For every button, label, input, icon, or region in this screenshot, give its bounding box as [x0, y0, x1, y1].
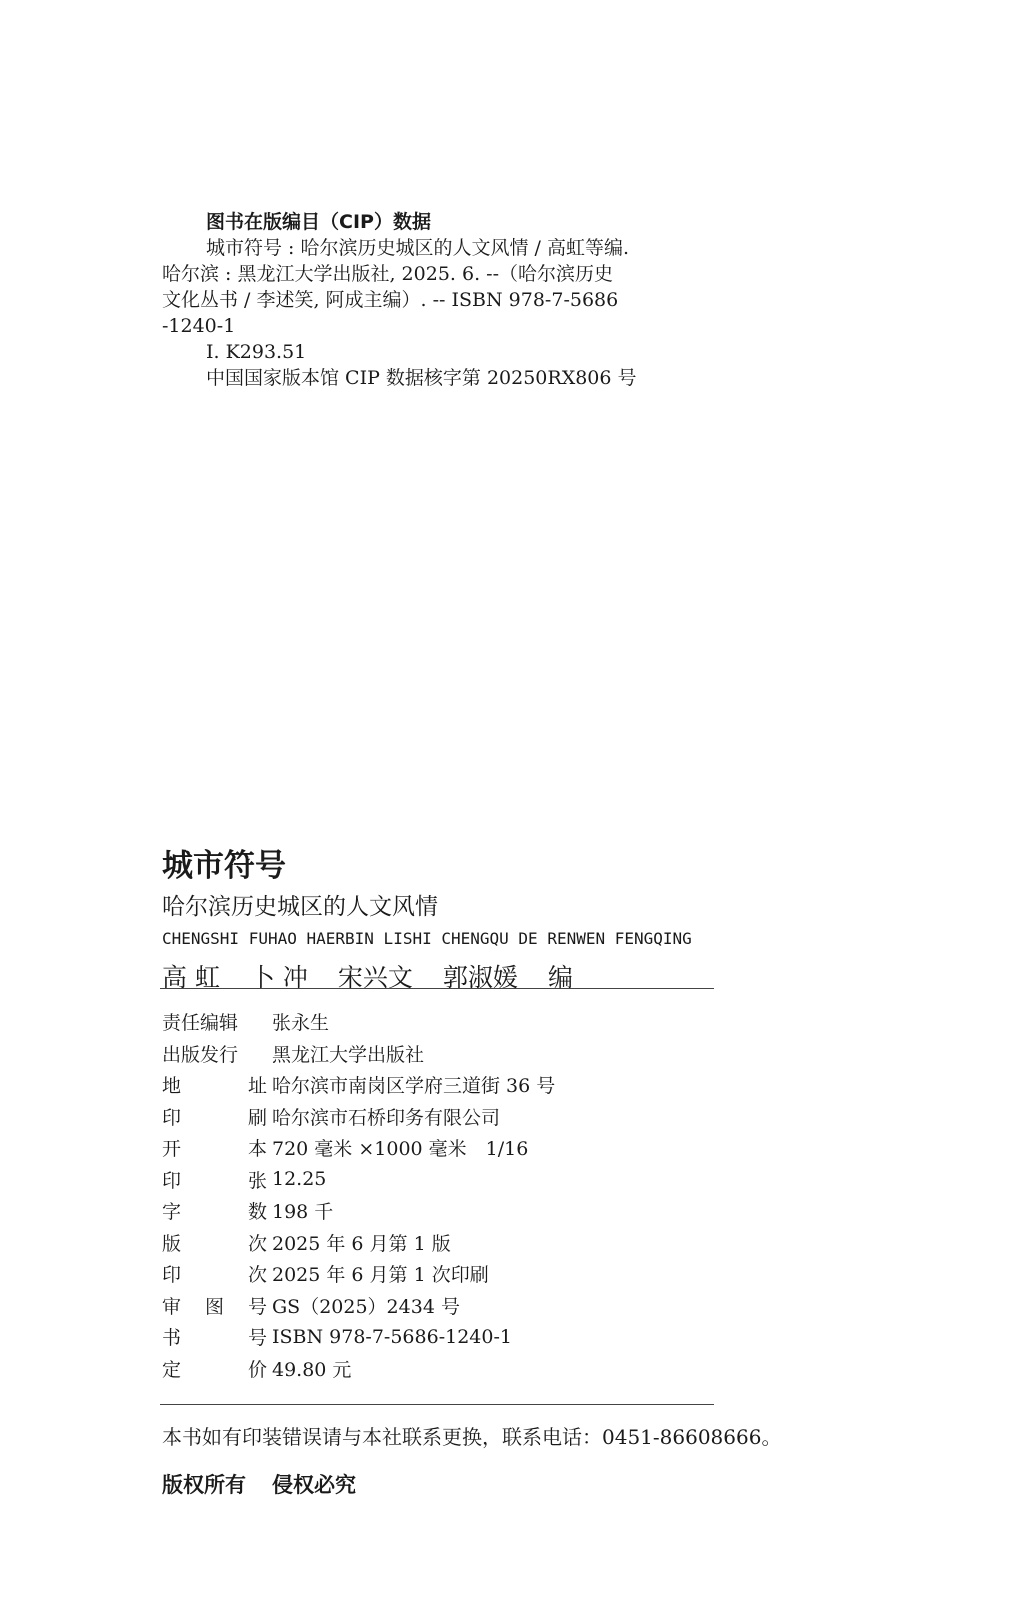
book-title: 城市符号 [162, 848, 286, 884]
info-label-part: 定 [162, 1358, 182, 1381]
info-label-part: 印 [162, 1264, 182, 1287]
info-label [162, 1229, 267, 1256]
info-label [162, 1103, 267, 1130]
info-row [162, 1006, 762, 1038]
info-label-part: 本 [247, 1138, 267, 1161]
info-value: 哈尔滨市石桥印务有限公司 [272, 1106, 501, 1129]
info-label-part: 印 [162, 1169, 182, 1192]
info-value: 黑龙江大学出版社 [272, 1043, 425, 1066]
info-value: 12.25 [272, 1168, 327, 1191]
info-label [162, 1071, 267, 1098]
info-row [162, 1258, 762, 1290]
info-row [162, 1038, 762, 1070]
info-value: 2025 年 6 月第 1 次印刷 [272, 1264, 489, 1287]
cip-classification: Ⅰ. K293.51 [206, 341, 307, 363]
info-label-part: 价 [247, 1358, 267, 1381]
book-title-block [162, 848, 862, 994]
info-label-part: 次 [247, 1232, 267, 1255]
info-label-part: 字 [162, 1201, 182, 1224]
info-label [162, 1040, 267, 1067]
info-label-part: 责任编辑 [162, 1012, 239, 1035]
info-label-part: 数 [247, 1201, 267, 1224]
info-label-part: 图 [204, 1295, 224, 1318]
authors-role: 编 [547, 963, 573, 992]
info-value: GS（2025）2434 号 [272, 1295, 460, 1318]
info-label-part: 印 [162, 1106, 182, 1129]
info-value: 哈尔滨市南岗区学府三道街 36 号 [272, 1075, 556, 1098]
info-value: 198 千 [272, 1201, 334, 1224]
info-label [162, 1197, 267, 1224]
cip-line-3: 文化丛书 / 李述笑, 阿成主编）. -- ISBN 978-7-5686 [162, 289, 619, 311]
cip-heading: 图书在版编目（CIP）数据 [206, 211, 431, 233]
info-value: 720 毫米 ×1000 毫米 1/16 [272, 1138, 529, 1161]
publication-info-table [162, 1006, 762, 1384]
info-value: 张永生 [272, 1012, 330, 1035]
info-label-part: 地 [162, 1075, 182, 1098]
info-label-part: 号 [247, 1295, 267, 1318]
info-label-part: 刷 [247, 1106, 267, 1129]
cip-block [162, 190, 762, 391]
info-value: 49.80 元 [272, 1358, 352, 1381]
divider-top [160, 988, 714, 989]
info-label-part: 号 [247, 1327, 267, 1350]
cip-record-number: 中国国家版本馆 CIP 数据核字第 20250RX806 号 [206, 367, 637, 389]
copyright-statement [162, 1470, 356, 1500]
book-pinyin-title: CHENGSHI FUHAO HAERBIN LISHI CHENGQU DE RENWEN FENGQING [162, 929, 692, 948]
book-authors [162, 962, 862, 994]
info-row [162, 1132, 762, 1164]
info-row [162, 1101, 762, 1133]
info-label-part: 出版发行 [162, 1043, 239, 1066]
info-row [162, 1069, 762, 1101]
piracy-warning: 侵权必究 [272, 1473, 356, 1497]
info-label-part: 开 [162, 1138, 182, 1161]
info-row [162, 1290, 762, 1322]
info-row [162, 1227, 762, 1259]
info-label [162, 1260, 267, 1287]
copyright-reserved: 版权所有 [162, 1473, 246, 1497]
info-label [162, 1134, 267, 1161]
info-value: ISBN 978-7-5686-1240-1 [272, 1325, 512, 1348]
author-3: 宋兴文 [337, 963, 413, 992]
divider-bottom [160, 1404, 714, 1405]
cip-line-4: -1240-1 [162, 315, 236, 337]
info-row [162, 1164, 762, 1196]
cip-line-2: 哈尔滨 : 黑龙江大学出版社, 2025. 6. --（哈尔滨历史 [162, 263, 614, 285]
info-row [162, 1195, 762, 1227]
info-label [162, 1323, 267, 1350]
author-1: 高 虹 [162, 963, 220, 992]
info-label [162, 1355, 267, 1382]
cip-line-1: 城市符号 : 哈尔滨历史城区的人文风情 / 高虹等编. [206, 237, 630, 259]
author-2: 卜 冲 [249, 963, 308, 992]
info-row [162, 1353, 762, 1385]
info-value: 2025 年 6 月第 1 版 [272, 1232, 451, 1255]
info-label [162, 1008, 267, 1035]
info-label-part: 址 [247, 1075, 267, 1098]
info-label [162, 1166, 267, 1193]
info-label-part: 张 [247, 1169, 267, 1192]
replacement-notice: 本书如有印装错误请与本社联系更换，联系电话：0451-86608666。 [162, 1425, 782, 1449]
info-label-part: 次 [247, 1264, 267, 1287]
book-subtitle: 哈尔滨历史城区的人文风情 [162, 894, 438, 920]
info-label [162, 1292, 267, 1319]
info-row [162, 1321, 762, 1353]
info-label-part: 书 [162, 1327, 182, 1350]
info-label-part: 版 [162, 1232, 182, 1255]
info-label-part: 审 [162, 1295, 182, 1318]
author-4: 郭淑媛 [442, 963, 518, 992]
